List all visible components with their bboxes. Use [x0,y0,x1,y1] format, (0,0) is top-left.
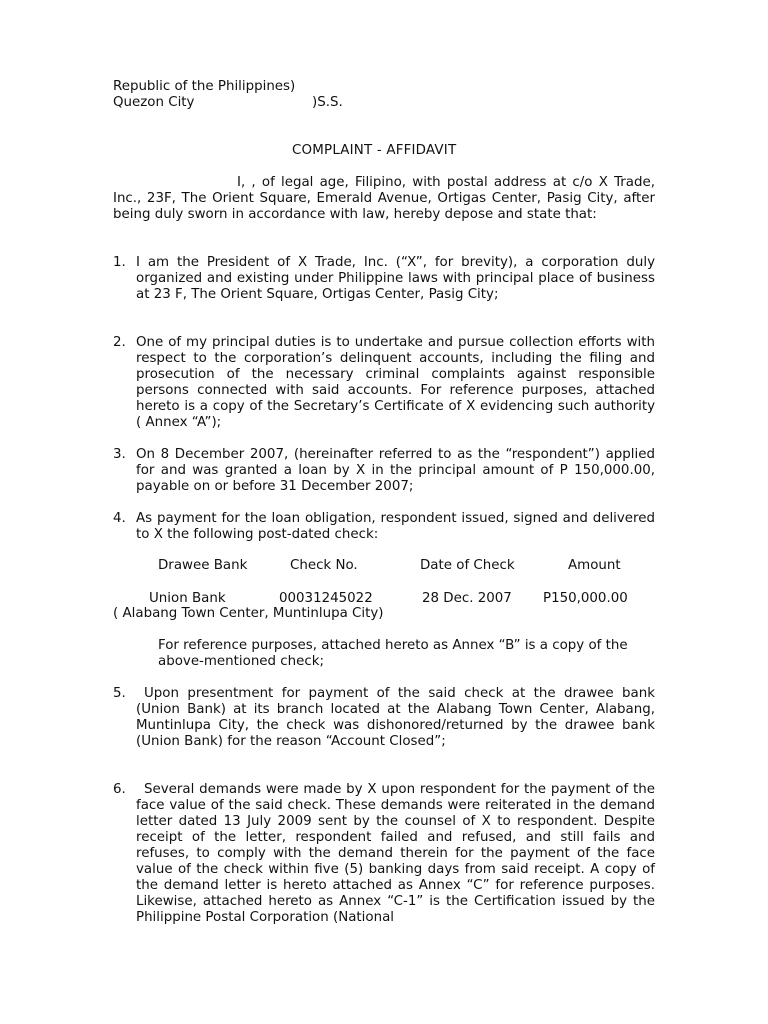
check-branch: ( Alabang Town Center, Muntinlupa City) [113,606,384,621]
document-title: COMPLAINT - AFFIDAVIT [292,143,457,158]
check-header-amount: Amount [568,558,621,573]
reference-note: For reference purposes, attached hereto as Annex “B” is a copy of the above-mentioned check; [158,638,628,669]
check-header-drawee-bank: Drawee Bank [158,558,248,573]
item-1-text: I am the President of X Trade, Inc. (“X”, for brevity), a corporation duly organized and existing under Philippine laws with principal place of business at 23 F, The Orient Square, Ortigas Center, Pasig City; [136,255,655,302]
check-cell-amount: P150,000.00 [543,591,628,606]
item-6-number: 6. [113,782,126,797]
item-1-number: 1. [113,255,126,270]
header-republic: Republic of the Philippines) [113,79,296,94]
item-3-text: On 8 December 2007, (hereinafter referred to as the “respondent”) applied for and was granted a loan by X in the principal amount of P 150,000.00, payable on or before 31 December 2007; [136,447,655,494]
check-cell-check-no: 00031245022 [279,591,373,606]
item-4-text: As payment for the loan obligation, respondent issued, signed and delivered to X the following post-dated check: [136,511,655,542]
header-city: Quezon City [113,95,195,110]
item-3-number: 3. [113,447,126,462]
item-5-text: Upon presentment for payment of the said check at the drawee bank (Union Bank) at its branch located at the Alabang Town Center, Alabang, Muntinlupa City, the check was dishonored/returned by the drawee bank (Union Bank) for the reason “Account Closed”; [136,686,655,749]
intro-paragraph: I, , of legal age, Filipino, with postal address at c/o X Trade, Inc., 23F, The Orient Square, Emerald Avenue, Ortigas Center, Pasig City, after being duly sworn in accordance with law, hereby depose and state that: [113,175,655,222]
item-2-number: 2. [113,335,126,350]
check-header-date: Date of Check [420,558,515,573]
header-ss: )S.S. [312,95,343,110]
item-4-number: 4. [113,511,126,526]
item-2-text: One of my principal duties is to undertake and pursue collection efforts with respect to the corporation’s delinquent accounts, including the filing and prosecution of the necessary criminal complaints against responsible persons connected with said accounts. For reference purposes, attached hereto is a copy of the Secretary’s Certificate of X evidencing such authority ( Annex “A”); [136,335,655,430]
item-6-text: Several demands were made by X upon respondent for the payment of the face value of the said check. These demands were reiterated in the demand letter dated 13 July 2009 sent by the counsel of X to respondent. Despite receipt of the letter, respondent failed and refused, and still fails and refuses, to comply with the demand therein for the payment of the face value of the check within five (5) banking days from said receipt. A copy of the demand letter is hereto attached as Annex “C” for reference purposes. Likewise, attached hereto as Annex “C-1” is the Certification issued by the Philippine Postal Corporation (National [136,782,655,925]
check-cell-date: 28 Dec. 2007 [422,591,512,606]
check-cell-drawee-bank: Union Bank [149,591,226,606]
item-5-number: 5. [113,686,126,701]
check-header-check-no: Check No. [290,558,358,573]
